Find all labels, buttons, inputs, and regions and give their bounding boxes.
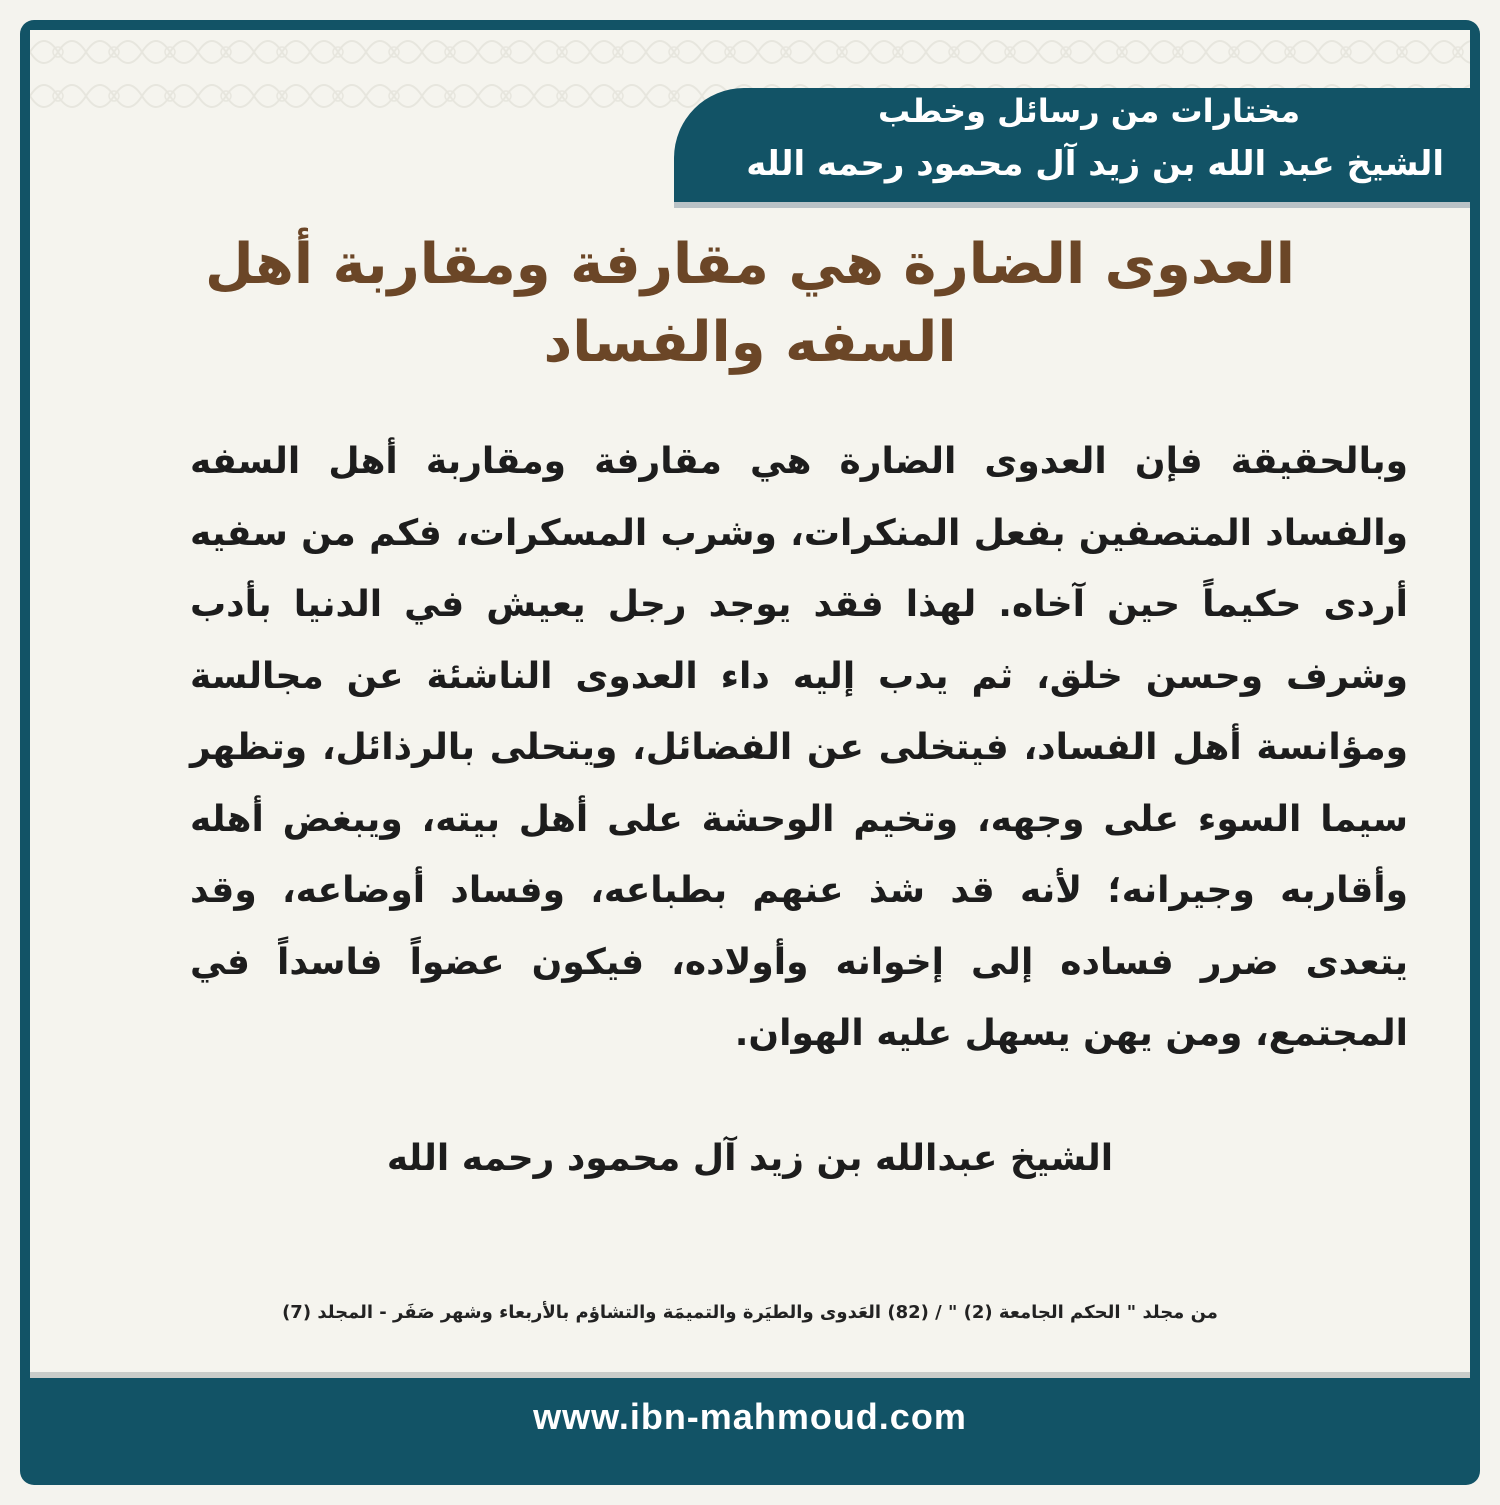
article-body: وبالحقيقة فإن العدوى الضارة هي مقارفة ومقاربة أهل السفه والفساد المتصفين بفعل المنكرات، وشرب المسكرات، فكم من سفيه أردى حكيماً حين آخاه. لهذا فقد يوجد رجل يعيش في الدنيا بأدب وشرف وحسن خلق، ثم يدب إليه داء العدوى الناشئة عن مجالسة ومؤانسة أهل الفساد، فيتخلى عن الفضائل، ويتحلى بالرذائل، وتظهر سيما السوء على وجهه، وتخيم الوحشة على أهل بيته، ويبغض أهله وأقاربه وجيرانه؛ لأنه قد شذ عنهم بطباعه، وفساد أوضاعه، وقد يتعدى ضرر فساده إلى إخوانه وأولاده، فيكون عضواً فاسداً في المجتمع، ومن يهن يسهل عليه الهوان. (190, 441, 1408, 1054)
website-link[interactable]: www.ibn-mahmoud.com (533, 1396, 967, 1437)
author-signature: الشيخ عبدالله بن زيد آل محمود رحمه الله (386, 1138, 1114, 1179)
footer-divider (30, 1372, 1470, 1378)
header-banner (674, 88, 1470, 202)
header-series-title: مختارات من رسائل وخطب (877, 92, 1300, 130)
header-author: الشيخ عبد الله بن زيد آل محمود رحمه الله (746, 144, 1444, 184)
outer-frame (20, 20, 1480, 1485)
source-citation: من مجلد " الحكم الجامعة (2) " / (82) العَدوى والطيَرة والتميمَة والتشاؤم بالأربعاء وشهر صَفَر - المجلد (7) (282, 1302, 1218, 1323)
content-panel (30, 30, 1470, 1372)
article-title: العدوى الضارة هي مقارفة ومقاربة أهل السفه والفساد (205, 232, 1295, 375)
